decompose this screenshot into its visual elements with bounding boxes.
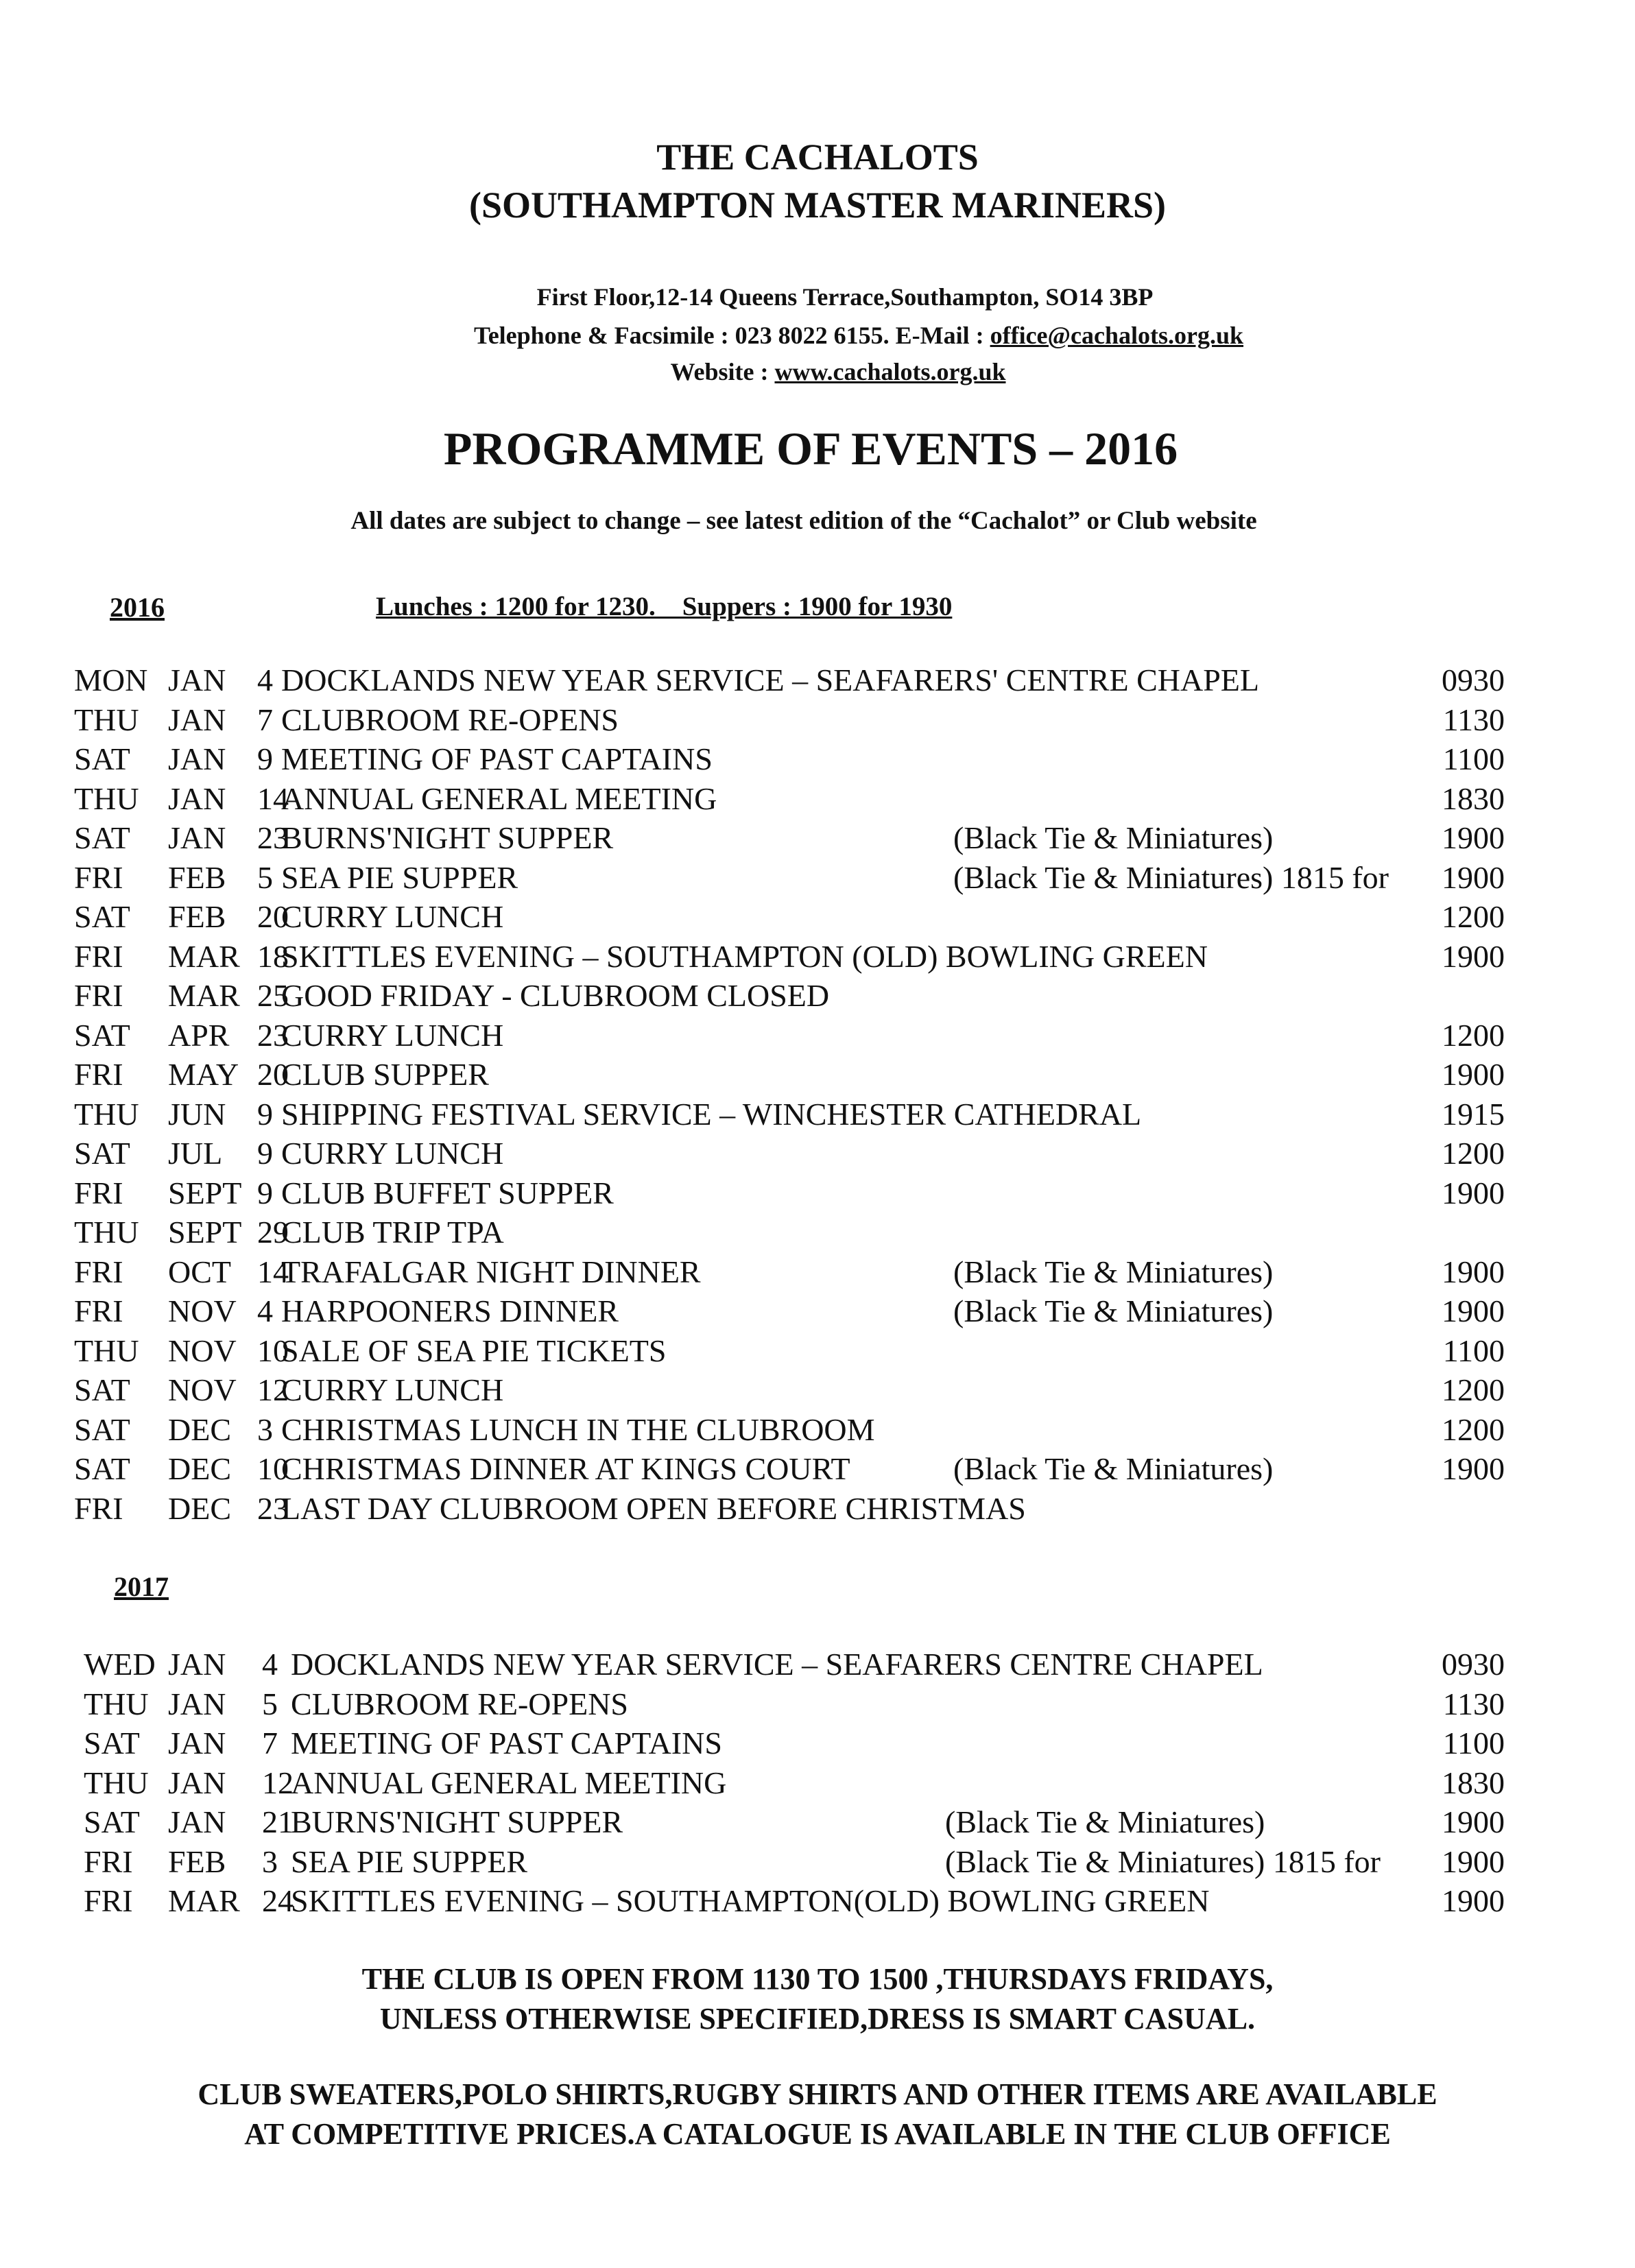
event-dress-code: (Black Tie & Miniatures) 1815 for [953,859,1389,895]
event-time: 1900 [1442,1057,1505,1092]
opening-hours-line-1: THE CLUB IS OPEN FROM 1130 TO 1500 ,THURSDAYS FRIDAYS, [361,1962,1274,1996]
event-dress-code: (Black Tie & Miniatures) [945,1804,1265,1839]
event-day: FRI [84,1843,133,1879]
event-date: 9 [257,1096,273,1132]
event-title: CLUB TRIP TPA [281,1215,504,1250]
event-time: 0930 [1442,663,1505,697]
event-title: CURRY LUNCH [281,1372,504,1407]
event-date: 7 [257,702,273,737]
event-month: MAR [168,938,240,974]
event-row [0,858,1635,898]
event-row [0,1410,1635,1450]
event-day: THU [74,702,139,737]
event-row [0,1684,1635,1724]
event-time: 0930 [1442,1647,1505,1682]
event-day: THU [74,1215,139,1250]
event-title: SKITTLES EVENING – SOUTHAMPTON(OLD) BOWLING GREEN [291,1883,1210,1918]
event-date: 4 [262,1647,278,1682]
event-title: CURRY LUNCH [281,1136,504,1171]
event-title: HARPOONERS DINNER [281,1293,619,1328]
event-month: NOV [168,1372,237,1407]
event-day: SAT [74,1372,130,1407]
event-day: SAT [84,1726,140,1760]
event-month: DEC [168,1451,231,1486]
event-time: 1900 [1442,859,1505,895]
event-day: SAT [84,1804,140,1839]
event-row [0,779,1635,819]
website-line [21,357,1635,386]
event-time: 1100 [1442,741,1505,776]
event-row [0,1842,1635,1882]
event-day: SAT [74,899,130,934]
event-row [0,660,1635,700]
event-time: 1130 [1442,702,1505,737]
event-date: 23 [257,1490,289,1526]
event-row [0,1213,1635,1252]
event-day: THU [84,1765,149,1800]
merchandise-line-2: AT COMPETITIVE PRICES.A CATALOGUE IS AVAILABLE IN THE CLUB OFFICE [244,2117,1391,2151]
event-time: 1830 [1442,780,1505,816]
event-day: SAT [74,820,130,855]
event-month: JAN [168,1804,226,1839]
event-row [0,1291,1635,1331]
event-row [0,818,1635,858]
event-day: THU [84,1686,149,1721]
event-date: 9 [257,1175,273,1210]
event-row [0,1016,1635,1055]
event-day: FRI [74,1175,123,1210]
event-month: FEB [168,1843,226,1879]
event-dress-code: (Black Tie & Miniatures) 1815 for [945,1843,1381,1879]
event-title: MEETING OF PAST CAPTAINS [291,1726,722,1760]
event-day: SAT [74,741,130,776]
year-heading-2016: 2016 [110,592,165,623]
event-row [0,1763,1635,1803]
event-month: OCT [168,1254,231,1289]
event-month: JAN [168,1686,226,1721]
event-time: 1900 [1442,1843,1505,1879]
event-time: 1900 [1442,1175,1505,1210]
event-title: ANNUAL GENERAL MEETING [281,780,717,816]
event-title: CLUB BUFFET SUPPER [281,1175,614,1210]
event-month: JAN [168,1765,226,1800]
event-row [0,1173,1635,1213]
event-title: MEETING OF PAST CAPTAINS [281,741,713,776]
event-day: SAT [74,1136,130,1171]
event-month: DEC [168,1411,231,1447]
event-date: 3 [257,1411,273,1447]
event-month: JAN [168,1726,226,1760]
event-time: 1900 [1442,1254,1505,1289]
event-day: THU [74,780,139,816]
meal-times: Lunches : 1200 for 1230. Suppers : 1900 for 1930 [376,592,953,621]
event-day: FRI [74,1254,123,1289]
event-date: 21 [262,1804,294,1839]
event-title: CHRISTMAS DINNER AT KINGS COURT [281,1451,850,1486]
event-time: 1900 [1442,1883,1505,1918]
event-date: 20 [257,899,289,934]
event-day: MON [74,663,148,697]
event-time: 1900 [1442,820,1505,855]
email-link[interactable]: office@cachalots.org.uk [990,322,1244,349]
event-date: 4 [257,663,273,697]
event-date: 10 [257,1333,289,1368]
event-title: LAST DAY CLUBROOM OPEN BEFORE CHRISTMAS [281,1490,1026,1526]
event-row [0,1370,1635,1410]
event-row [0,1134,1635,1173]
event-time: 1200 [1442,1372,1505,1407]
event-title: CURRY LUNCH [281,1017,504,1053]
event-time: 1900 [1442,1451,1505,1486]
event-row [0,1331,1635,1371]
event-row [0,897,1635,937]
event-day: SAT [74,1411,130,1447]
event-time: 1830 [1442,1765,1505,1800]
merchandise-line-1: CLUB SWEATERS,POLO SHIRTS,RUGBY SHIRTS AND OTHER ITEMS ARE AVAILABLE [198,2077,1437,2111]
event-title: SKITTLES EVENING – SOUTHAMPTON (OLD) BOWLING GREEN [281,938,1208,974]
event-row [0,1881,1635,1921]
event-title: CURRY LUNCH [281,899,504,934]
event-month: APR [168,1017,230,1053]
event-date: 25 [257,978,289,1013]
event-date: 7 [262,1726,278,1760]
event-month: NOV [168,1293,237,1328]
event-time: 1200 [1442,1136,1505,1171]
event-row [0,1095,1635,1134]
event-dress-code: (Black Tie & Miniatures) [953,1293,1274,1328]
event-month: FEB [168,859,226,895]
event-date: 29 [257,1215,289,1250]
event-date: 14 [257,780,289,816]
event-title: DOCKLANDS NEW YEAR SERVICE – SEAFARERS CENTRE CHAPEL [291,1647,1263,1682]
event-month: FEB [168,899,226,934]
programme-title: PROGRAMME OF EVENTS – 2016 [443,422,1178,475]
event-day: THU [74,1096,139,1132]
event-row [0,1802,1635,1842]
event-title: CHRISTMAS LUNCH IN THE CLUBROOM [281,1411,875,1447]
opening-hours-line-2: UNLESS OTHERWISE SPECIFIED,DRESS IS SMART CASUAL. [379,2002,1256,2036]
event-dress-code: (Black Tie & Miniatures) [953,1254,1274,1289]
event-date: 20 [257,1057,289,1092]
event-row [0,1449,1635,1489]
event-row [0,1489,1635,1529]
event-day: FRI [74,938,123,974]
event-time: 1900 [1442,938,1505,974]
event-month: NOV [168,1333,237,1368]
event-month: JAN [168,1647,226,1682]
event-month: JAN [168,741,226,776]
event-title: SEA PIE SUPPER [291,1843,528,1879]
event-time: 1200 [1442,899,1505,934]
event-day: WED [84,1647,156,1682]
event-month: MAR [168,978,240,1013]
event-month: SEPT [168,1215,242,1250]
event-month: JAN [168,780,226,816]
event-time: 1915 [1442,1096,1505,1132]
event-date: 9 [257,741,273,776]
event-row [0,1723,1635,1763]
event-date: 12 [262,1765,294,1800]
event-date: 18 [257,938,289,974]
event-row [0,1252,1635,1292]
event-title: GOOD FRIDAY - CLUBROOM CLOSED [281,978,830,1013]
event-row [0,937,1635,977]
website-label: Website : [670,358,775,385]
event-time: 1900 [1442,1804,1505,1839]
event-date: 23 [257,1017,289,1053]
event-title: SHIPPING FESTIVAL SERVICE – WINCHESTER CATHEDRAL [281,1096,1142,1132]
event-date: 5 [257,859,273,895]
event-day: FRI [74,1293,123,1328]
event-month: JAN [168,702,226,737]
event-row [0,976,1635,1016]
event-date: 9 [257,1136,273,1171]
event-time: 1200 [1442,1017,1505,1053]
event-month: SEPT [168,1175,242,1210]
event-time: 1100 [1442,1726,1505,1760]
event-month: JAN [168,663,226,697]
event-day: FRI [74,978,123,1013]
year-heading-2017: 2017 [114,1571,169,1602]
event-month: JUN [168,1096,226,1132]
event-day: FRI [74,859,123,895]
org-subtitle: (SOUTHAMPTON MASTER MARINERS) [468,184,1167,226]
event-date: 10 [257,1451,289,1486]
event-day: FRI [74,1057,123,1092]
website-link[interactable]: www.cachalots.org.uk [774,358,1006,385]
event-time: 1200 [1442,1411,1505,1447]
event-day: FRI [74,1490,123,1526]
event-title: SALE OF SEA PIE TICKETS [281,1333,667,1368]
event-row [0,700,1635,740]
event-day: THU [74,1333,139,1368]
event-time: 1100 [1442,1333,1505,1368]
event-row [0,1645,1635,1684]
event-date: 5 [262,1686,278,1721]
event-dress-code: (Black Tie & Miniatures) [953,820,1274,855]
event-row [0,1055,1635,1095]
event-title: CLUBROOM RE-OPENS [291,1686,629,1721]
event-time: 1130 [1442,1686,1505,1721]
event-dress-code: (Black Tie & Miniatures) [953,1451,1274,1486]
event-date: 23 [257,820,289,855]
event-day: SAT [74,1451,130,1486]
event-title: ANNUAL GENERAL MEETING [291,1765,727,1800]
change-notice: All dates are subject to change – see latest edition of the “Cachalot” or Club website [350,507,1257,535]
event-date: 24 [262,1883,294,1918]
event-day: SAT [74,1017,130,1053]
contact-line [41,321,1635,350]
phone-label: Telephone & Facsimile : 023 8022 6155. E-Mail : [473,322,990,349]
event-row [0,739,1635,779]
event-title: CLUBROOM RE-OPENS [281,702,619,737]
event-date: 12 [257,1372,289,1407]
event-day: FRI [84,1883,133,1918]
event-title: TRAFALGAR NIGHT DINNER [281,1254,701,1289]
event-month: MAR [168,1883,240,1918]
event-time: 1900 [1442,1293,1505,1328]
event-month: MAY [168,1057,239,1092]
event-month: DEC [168,1490,231,1526]
address-line: First Floor,12-14 Queens Terrace,Southampton, SO14 3BP [536,283,1154,311]
event-date: 14 [257,1254,289,1289]
event-month: JAN [168,820,226,855]
event-date: 4 [257,1293,273,1328]
event-title: BURNS'NIGHT SUPPER [281,820,614,855]
event-title: BURNS'NIGHT SUPPER [291,1804,623,1839]
org-name: THE CACHALOTS [656,136,979,178]
event-title: DOCKLANDS NEW YEAR SERVICE – SEAFARERS' CENTRE CHAPEL [281,663,1259,697]
event-date: 3 [262,1843,278,1879]
event-month: JUL [168,1136,223,1171]
event-title: SEA PIE SUPPER [281,859,518,895]
event-title: CLUB SUPPER [281,1057,489,1092]
